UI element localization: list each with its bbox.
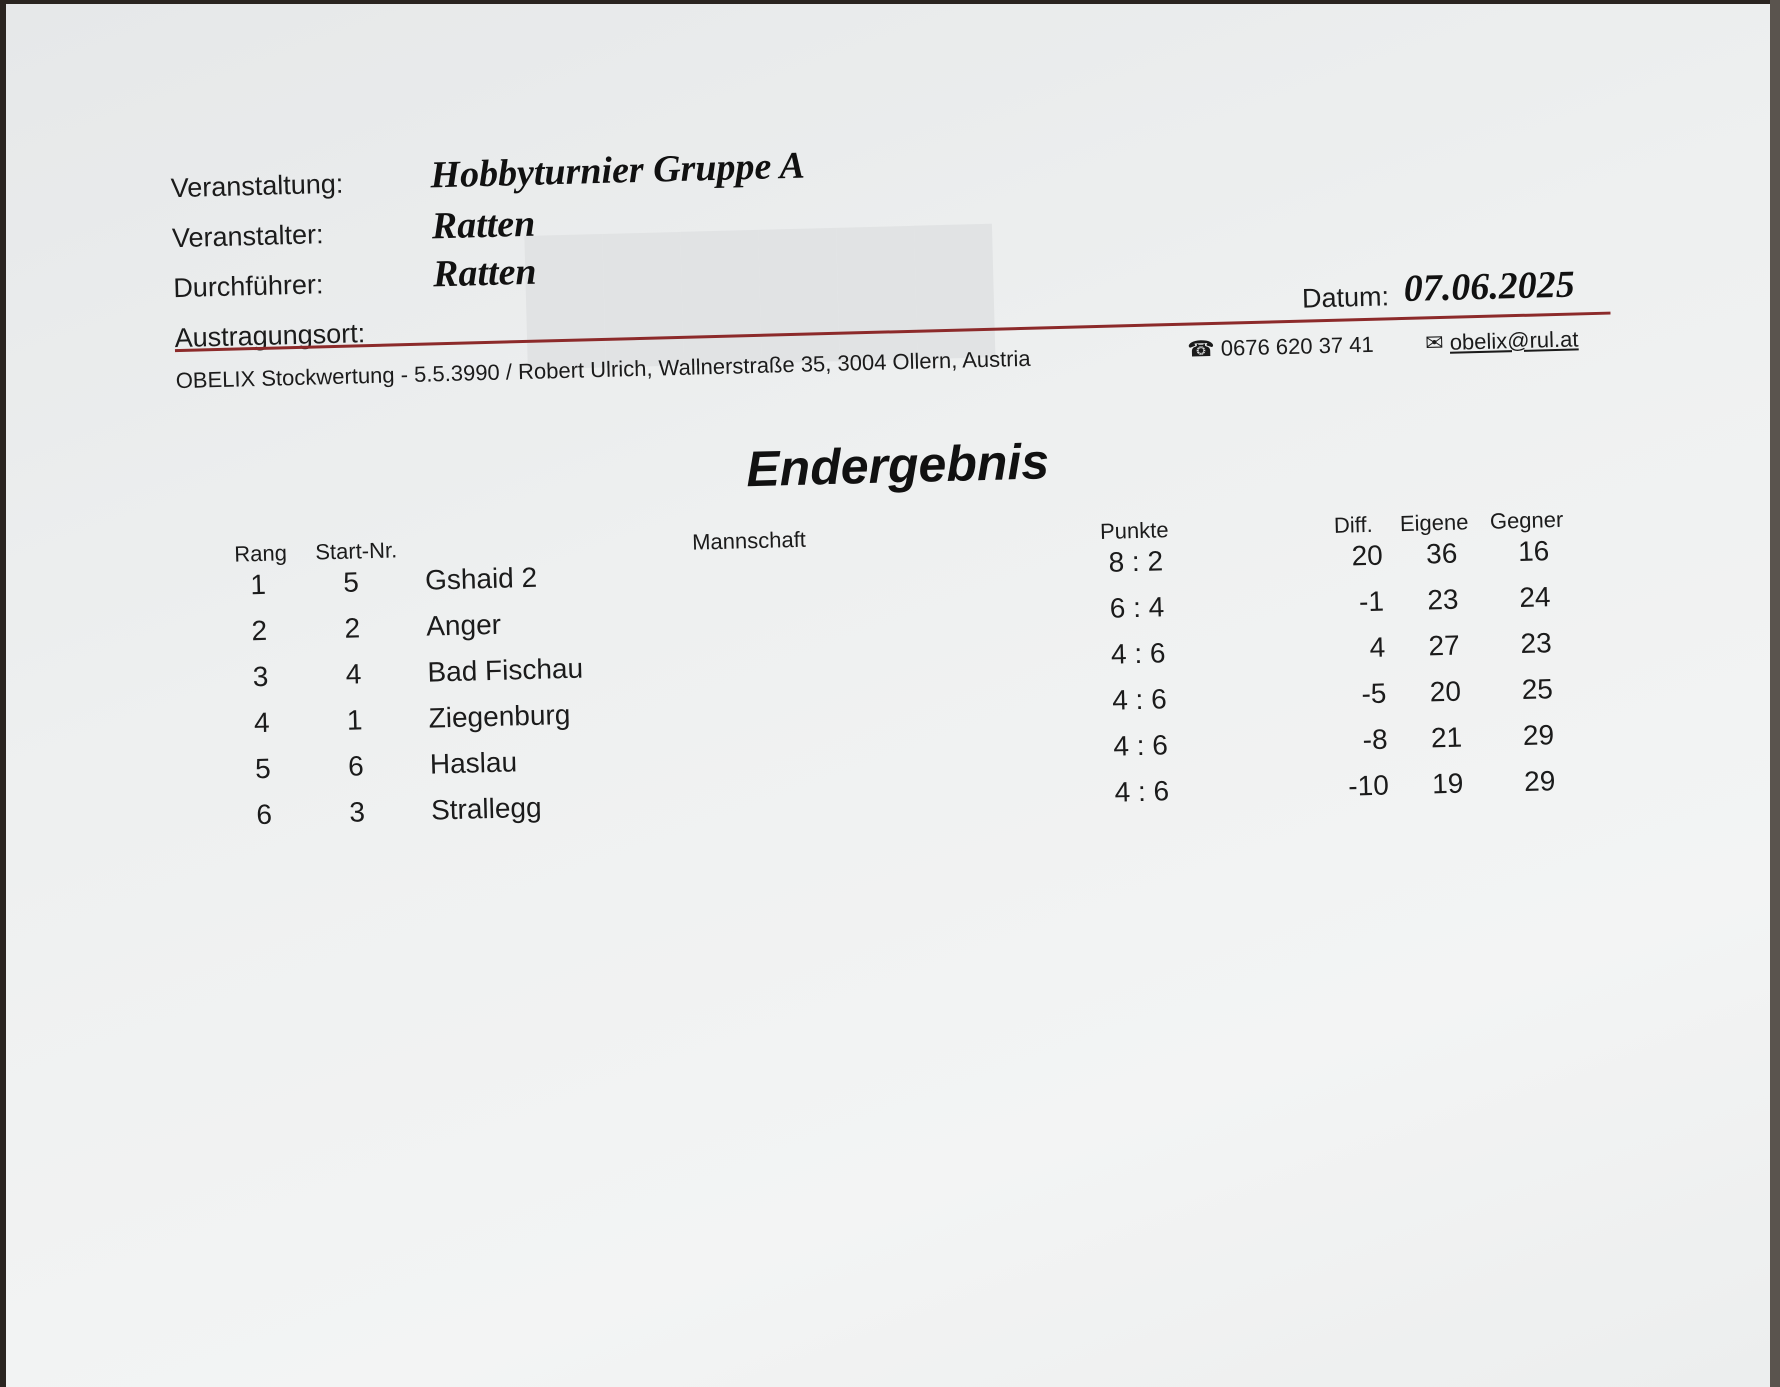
cell-gegner: 23	[1520, 627, 1553, 660]
durchfuehrer-label: Durchführer:	[172, 269, 324, 304]
cell-start-nr: 3	[348, 796, 366, 828]
cell-diff: -8	[1362, 723, 1388, 756]
veranstalter-value: Ratten	[431, 202, 536, 248]
phone-contact	[1187, 332, 1374, 363]
cell-punkte: 6 : 4	[1109, 591, 1165, 624]
col-header-punkte: Punkte	[1099, 517, 1169, 544]
phone-number: 0676 620 37 41	[1220, 331, 1375, 361]
cell-start-nr: 4	[345, 658, 362, 690]
cell-mannschaft: Bad Fischau	[427, 652, 584, 688]
veranstalter-label: Veranstalter:	[171, 219, 324, 254]
cell-start-nr: 1	[346, 704, 363, 736]
col-header-gegner: Gegner	[1489, 506, 1564, 534]
cell-punkte: 4 : 6	[1114, 775, 1170, 808]
header-divider	[175, 312, 1611, 356]
organizer-line: OBELIX Stockwertung - 5.5.3990 / Robert Ulrich, Wallnerstraße 35, 3004 Ollern, Austria	[175, 345, 1031, 394]
col-header-diff: Diff.	[1333, 511, 1373, 538]
cell-gegner: 29	[1522, 719, 1555, 751]
email-address: obelix@rul.at	[1449, 326, 1579, 355]
durchfuehrer-value: Ratten	[432, 250, 538, 296]
cell-gegner: 25	[1521, 673, 1554, 706]
cell-eigene: 19	[1431, 767, 1464, 800]
background-edge	[1770, 0, 1780, 1387]
cell-eigene: 21	[1430, 721, 1463, 754]
cell-punkte: 4 : 6	[1112, 729, 1169, 762]
cell-diff: -1	[1358, 585, 1385, 618]
cell-eigene: 23	[1426, 583, 1459, 616]
datum-value: 07.06.2025	[1403, 263, 1576, 310]
cell-mannschaft: Gshaid 2	[424, 561, 538, 596]
paper-sheet	[6, 4, 1770, 1387]
col-header-start-nr: Start-Nr.	[314, 537, 398, 565]
document-content	[6, 4, 1770, 1387]
envelope-icon: ✉	[1424, 329, 1444, 356]
cell-gegner: 16	[1517, 535, 1550, 568]
col-header-mannschaft: Mannschaft	[691, 526, 807, 555]
cell-mannschaft: Ziegenburg	[428, 698, 571, 734]
cell-rang: 3	[252, 660, 269, 693]
cell-gegner: 24	[1518, 581, 1551, 614]
cell-gegner: 29	[1523, 765, 1556, 797]
cell-start-nr: 2	[344, 612, 361, 644]
veranstaltung-value: Hobbyturnier Gruppe A	[429, 144, 806, 197]
cell-rang: 6	[255, 798, 273, 831]
show-through-shadow: ██████	[524, 224, 996, 361]
cell-rang: 4	[253, 706, 270, 739]
cell-rang: 2	[251, 614, 268, 647]
cell-diff: -10	[1347, 769, 1390, 802]
austragungsort-label: Austragungsort:	[174, 318, 366, 354]
cell-eigene: 27	[1428, 629, 1461, 662]
cell-rang: 5	[254, 752, 272, 785]
phone-icon: ☎	[1186, 335, 1216, 362]
col-header-rang: Rang	[233, 540, 288, 567]
datum-label: Datum:	[1301, 281, 1390, 314]
cell-start-nr: 6	[347, 750, 365, 782]
cell-diff: -5	[1361, 677, 1387, 710]
cell-punkte: 4 : 6	[1111, 683, 1168, 716]
results-title: Endergebnis	[745, 433, 1050, 498]
cell-diff: 4	[1369, 631, 1386, 663]
cell-mannschaft: Anger	[425, 608, 502, 642]
cell-mannschaft: Strallegg	[430, 791, 542, 826]
cell-rang: 1	[249, 568, 267, 601]
cell-start-nr: 5	[342, 566, 360, 598]
cell-diff: 20	[1351, 539, 1384, 572]
cell-punkte: 8 : 2	[1108, 545, 1164, 578]
veranstaltung-label: Veranstaltung:	[170, 168, 344, 204]
email-contact	[1425, 326, 1579, 356]
cell-punkte: 4 : 6	[1110, 637, 1166, 670]
cell-mannschaft: Haslau	[429, 746, 518, 780]
cell-eigene: 36	[1425, 537, 1458, 570]
col-header-eigene: Eigene	[1399, 509, 1469, 537]
cell-eigene: 20	[1429, 675, 1462, 708]
